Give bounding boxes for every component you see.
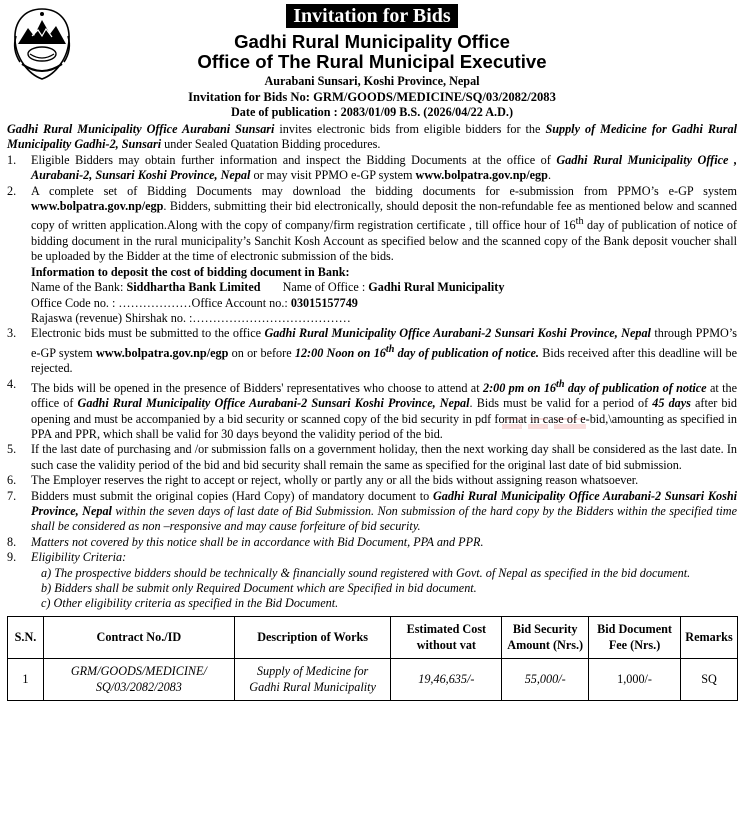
- office-code-line: Office Code no. : ………………Office Account no.: 03015157749: [31, 295, 358, 310]
- bank-info-title: Information to deposit the cost of bidding document in Bank:: [31, 264, 350, 279]
- egp-link[interactable]: www.bolpatra.gov.np/egp: [415, 168, 548, 183]
- list-item: 7. Bidders must submit the original copies (Hard Copy) of mandatory document to Gadhi Rural Municipality Office Aurabani-2 Sunsari Koshi Province, Nepal within the seven days of last date of Bid Submission. Non submission of the hard copy by the Bidders within the specified time shall be considered as non –responsive and may cause forfeiture of bid security.: [7, 488, 737, 534]
- contract-cell: GRM/GOODS/MEDICINE/ SQ/03/2082/2083: [43, 658, 234, 700]
- fee-cell: 1,000/-: [589, 658, 681, 700]
- office-address: Aurabani Sunsari, Koshi Province, Nepal: [264, 74, 480, 88]
- description-cell: Supply of Medicine for Gadhi Rural Municipality: [234, 658, 391, 700]
- sn-cell: 1: [8, 658, 44, 700]
- bank-name-line: Name of the Bank: Siddhartha Bank Limited Name of Office : Gadhi Rural Municipality: [31, 280, 505, 295]
- cost-cell: 19,46,635/-: [391, 658, 502, 700]
- list-item: 6. The Employer reserves the right to accept or reject, wholly or partly any or all the bids without assigning reason whatsoever.: [7, 473, 639, 488]
- contract-header: Contract No./ID: [43, 616, 234, 658]
- egp-link[interactable]: www.bolpatra.gov.np/egp: [31, 199, 164, 214]
- cost-header: Estimated Cost without vat: [391, 616, 502, 658]
- list-item: 8. Matters not covered by this notice shall be in accordance with Bid Document, PPA and PPR.: [7, 534, 484, 549]
- executive-title: Office of The Rural Municipal Executive: [197, 51, 547, 72]
- nepal-emblem-icon: [10, 6, 74, 82]
- remarks-cell: SQ: [680, 658, 737, 700]
- office-title: Gadhi Rural Municipality Office: [234, 31, 510, 52]
- list-item: 5. If the last date of purchasing and /or submission falls on a government holiday, then the next working day shall be considered as the last date. In such case the validity period of the bid and bid security shall remain the same as specified for the original last date of bid submission.: [7, 442, 737, 472]
- security-cell: 55,000/-: [502, 658, 589, 700]
- egp-link[interactable]: www.bolpatra.gov.np/egp: [95, 345, 229, 360]
- bid-table: [7, 616, 738, 701]
- invitation-banner: Invitation for Bids: [286, 4, 457, 28]
- list-item: 9. Eligibility Criteria: a) The prospective bidders should be technically & financially sound registered with Govt. of Nepal as specified in the bid document. b) Bidders shall be submit only Required Document which are Specified in bid document. c) Other eligibility criteria as specified in the Bid Document.: [7, 550, 737, 612]
- publication-date: Date of publication : 2083/01/09 B.S. (2026/04/22 A.D.): [230, 105, 513, 119]
- eligibility-list: [31, 566, 737, 612]
- notice-items: [7, 153, 737, 265]
- fee-header: Bid Document Fee (Nrs.): [589, 616, 681, 658]
- sn-header: S.N.: [8, 616, 44, 658]
- security-header: Bid Security Amount (Nrs.): [502, 616, 589, 658]
- eligibility-item: a) The prospective bidders should be technically & financially sound registered with Govt. of Nepal as specified in the bid document.: [41, 565, 691, 580]
- rajaswa-line: Rajaswa (revenue) Shirshak no. :…………………………………: [31, 310, 351, 325]
- notice-items-continued: [7, 326, 737, 611]
- intro-paragraph: Gadhi Rural Municipality Office Aurabani Sunsari invites electronic bids from eligible bidders for the Supply of Medicine for Gadhi Rural Municipality Gadhi-2, Sunsari under Sealed Quatation Bidding procedures.: [7, 122, 737, 152]
- description-header: Description of Works: [234, 616, 391, 658]
- remarks-header: Remarks: [680, 616, 737, 658]
- ifb-number: Invitation for Bids No: GRM/GOODS/MEDICINE/SQ/03/2082/2083: [188, 90, 556, 104]
- list-item: 1. Eligible Bidders may obtain further information and inspect the Bidding Documents at the office of Gadhi Rural Municipality Office , Aurabani-2, Sunsari Koshi Province, Nepal or may visit PPMO e-GP system www.bolpatra.gov.np/egp.: [7, 152, 737, 183]
- list-item: 3. Electronic bids must be submitted to the office Gadhi Rural Municipality Office Aurabani-2 Sunsari Koshi Province, Nepal through PPMO’s e-GP system www.bolpatra.gov.np/egp on or before 12:00 Noon on 16th day of publication of notice. Bids received after this deadline will be rejected.: [7, 326, 738, 376]
- table-row: [8, 658, 738, 700]
- list-item: 4. The bids will be opened in the presence of Bidders' representatives who choose to attend at 2:00 pm on 16th day of publication of notice at the office of Gadhi Rural Municipality Office Aurabani-2 Sunsari Koshi Province, Nepal. Bids must be valid for a period of 45 days after bid opening and must be accompanied by a bid security or scanned copy of the bid security in pdf format in case of e-bid,\amounting as specified in PPA and PPR, which shall be valid for 30 days beyond the validity period of the bid.: [7, 376, 738, 441]
- eligibility-item: b) Bidders shall be submit only Required Document which are Specified in bid document.: [41, 580, 477, 595]
- eligibility-item: c) Other eligibility criteria as specified in the Bid Document.: [41, 596, 339, 611]
- list-item: 2. A complete set of Bidding Documents may download the bidding documents for e-submission from PPMO’s e-GP system www.bolpatra.gov.np/egp. Bidders, submitting their bid electronically, should deposit the non-refundable fee as mentioned below and scanned copy of written application.Along with the copy of company/firm registration certificate , till office hour of 16th day of publication of notice of bidding document in the rural municipality’s Sanchit Kosh Account as specified below and the scanned copy of the Bank deposit voucher shall be uploaded by the Bidder at the time of electronic submission of the bids.: [7, 183, 737, 264]
- table-header-row: [8, 616, 738, 658]
